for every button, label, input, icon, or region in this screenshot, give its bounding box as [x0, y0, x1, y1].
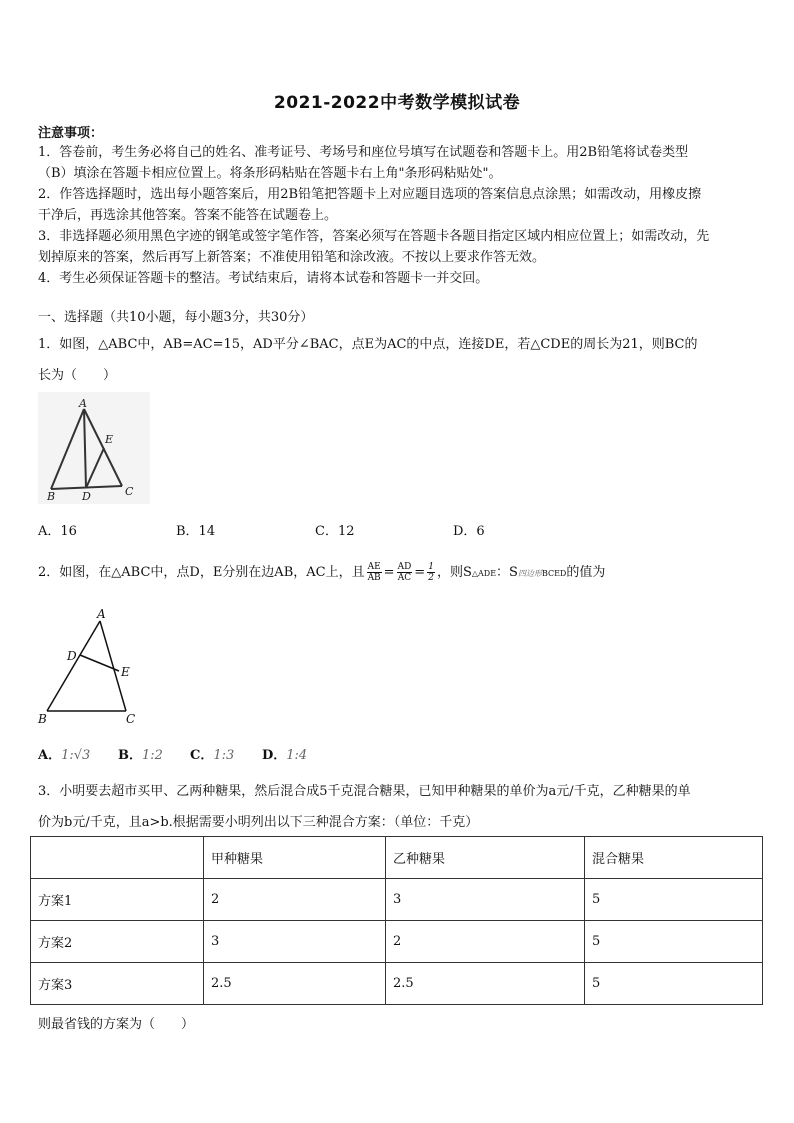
option-d: D．6	[453, 524, 485, 539]
notice-line: 1．答卷前，考生务必将自己的姓名、准考证号、考场号和座位号填写在试题卷和答题卡上。用2B铅笔将试卷类型	[38, 145, 689, 160]
area-subscript: △ADE	[471, 569, 497, 578]
page-title: 2021-2022中考数学模拟试卷	[273, 93, 521, 113]
vertex-label: B	[38, 712, 47, 726]
question-1-text: 1．如图，△ABC中，AB=AC=15，AD平分∠BAC，点E为AC的中点，连接DE，若△CDE的周长为21，则BC的	[38, 337, 698, 352]
fraction-ae-ab	[367, 562, 382, 583]
table-header-cell	[31, 837, 204, 879]
table-cell: 方案1	[31, 879, 204, 921]
fraction-numerator: 1	[428, 562, 434, 572]
table-header-cell: 甲种糖果	[204, 837, 386, 879]
question-1-text: 长为（ ）	[38, 368, 117, 383]
question-2-text	[38, 561, 605, 583]
area-subscript: 四边形	[517, 569, 542, 578]
vertex-label: D	[67, 649, 77, 663]
question-3-text: 价为b元/千克，且a>b.根据需要小明列出以下三种混合方案：（单位：千克）	[38, 815, 479, 830]
equals-sign: =	[383, 565, 395, 580]
vertex-label: E	[105, 433, 114, 446]
question-3-ask: 则最省钱的方案为（ ）	[38, 1017, 195, 1032]
question-2-prefix: 2．如图，在△ABC中，点D，E分别在边AB，AC上，且	[38, 565, 365, 580]
notice-line: 干净后，再选涂其他答案。答案不能答在试题卷上。	[38, 208, 338, 223]
table-header-row	[31, 837, 763, 879]
vertex-label: A	[79, 397, 87, 410]
table-row	[31, 963, 763, 1005]
table-cell: 2	[386, 921, 585, 963]
table-cell: 2.5	[386, 963, 585, 1005]
equals-sign: =	[414, 565, 426, 580]
question-2-figure	[34, 606, 144, 730]
table-cell: 3	[386, 879, 585, 921]
notice-line: 划掉原来的答案，然后再写上新答案；不准使用铅笔和涂改液。不按以上要求作答无效。	[38, 250, 546, 265]
table-header-cell: 混合糖果	[585, 837, 763, 879]
table-cell: 3	[204, 921, 386, 963]
table-cell: 方案2	[31, 921, 204, 963]
table-cell: 5	[585, 921, 763, 963]
fraction-ad-ac	[397, 562, 413, 583]
table-cell: 方案3	[31, 963, 204, 1005]
vertex-label: C	[126, 712, 136, 726]
notice-line: 2．作答选择题时，选出每小题答案后，用2B铅笔把答题卡上对应题目选项的答案信息点涂黑；如需改动，用橡皮擦	[38, 187, 702, 202]
notice-line: 4．考生必须保证答题卡的整洁。考试结束后，请将本试卷和答题卡一并交回。	[38, 271, 489, 286]
vertex-label: E	[121, 665, 130, 679]
table-cell: 5	[585, 879, 763, 921]
vertex-label: B	[47, 490, 56, 503]
table-row	[31, 879, 763, 921]
option-a: A．1:√3	[38, 748, 91, 763]
table-cell: 5	[585, 963, 763, 1005]
ratio-colon: ：S	[496, 565, 518, 580]
option-c: C．1:3	[190, 748, 235, 763]
option-d: D．1:4	[262, 748, 308, 763]
fraction-denominator: AC	[397, 573, 412, 583]
question-3-text: 3．小明要去超市买甲、乙两种糖果，然后混合成5千克混合糖果，已知甲种糖果的单价为a元/千克，乙种糖果的单	[38, 784, 691, 799]
question-1-figure	[38, 392, 150, 504]
question-2-then: ，则S	[436, 565, 472, 580]
area-subscript: BCED	[541, 569, 567, 578]
fraction-numerator: AE	[367, 562, 381, 572]
option-b: B．1:2	[118, 748, 163, 763]
question-2-suffix: 的值为	[566, 565, 606, 580]
option-c: C．12	[315, 524, 355, 539]
notice-line: （B）填涂在答题卡相应位置上。将条形码粘贴在答题卡右上角"条形码粘贴处"。	[38, 166, 502, 181]
option-a: A．16	[38, 524, 77, 539]
table-header-cell: 乙种糖果	[386, 837, 585, 879]
vertex-label: D	[82, 490, 91, 503]
fraction-one-half	[427, 562, 435, 583]
table-row	[31, 921, 763, 963]
notice-heading: 注意事项：	[38, 126, 104, 141]
mix-scheme-table	[30, 836, 763, 1005]
table-cell: 2	[204, 879, 386, 921]
fraction-numerator: AD	[397, 562, 412, 572]
vertex-label: A	[97, 607, 106, 621]
fraction-denominator: AB	[367, 573, 381, 583]
fraction-denominator: 2	[428, 573, 434, 583]
section-heading: 一、选择题（共10小题，每小题3分，共30分）	[38, 310, 314, 325]
option-b: B．14	[176, 524, 216, 539]
notice-line: 3．非选择题必须用黑色字迹的钢笔或签字笔作答，答案必须写在答题卡各题目指定区域内相应位置上；如需改动，先	[38, 229, 710, 244]
table-cell: 2.5	[204, 963, 386, 1005]
vertex-label: C	[125, 485, 134, 498]
